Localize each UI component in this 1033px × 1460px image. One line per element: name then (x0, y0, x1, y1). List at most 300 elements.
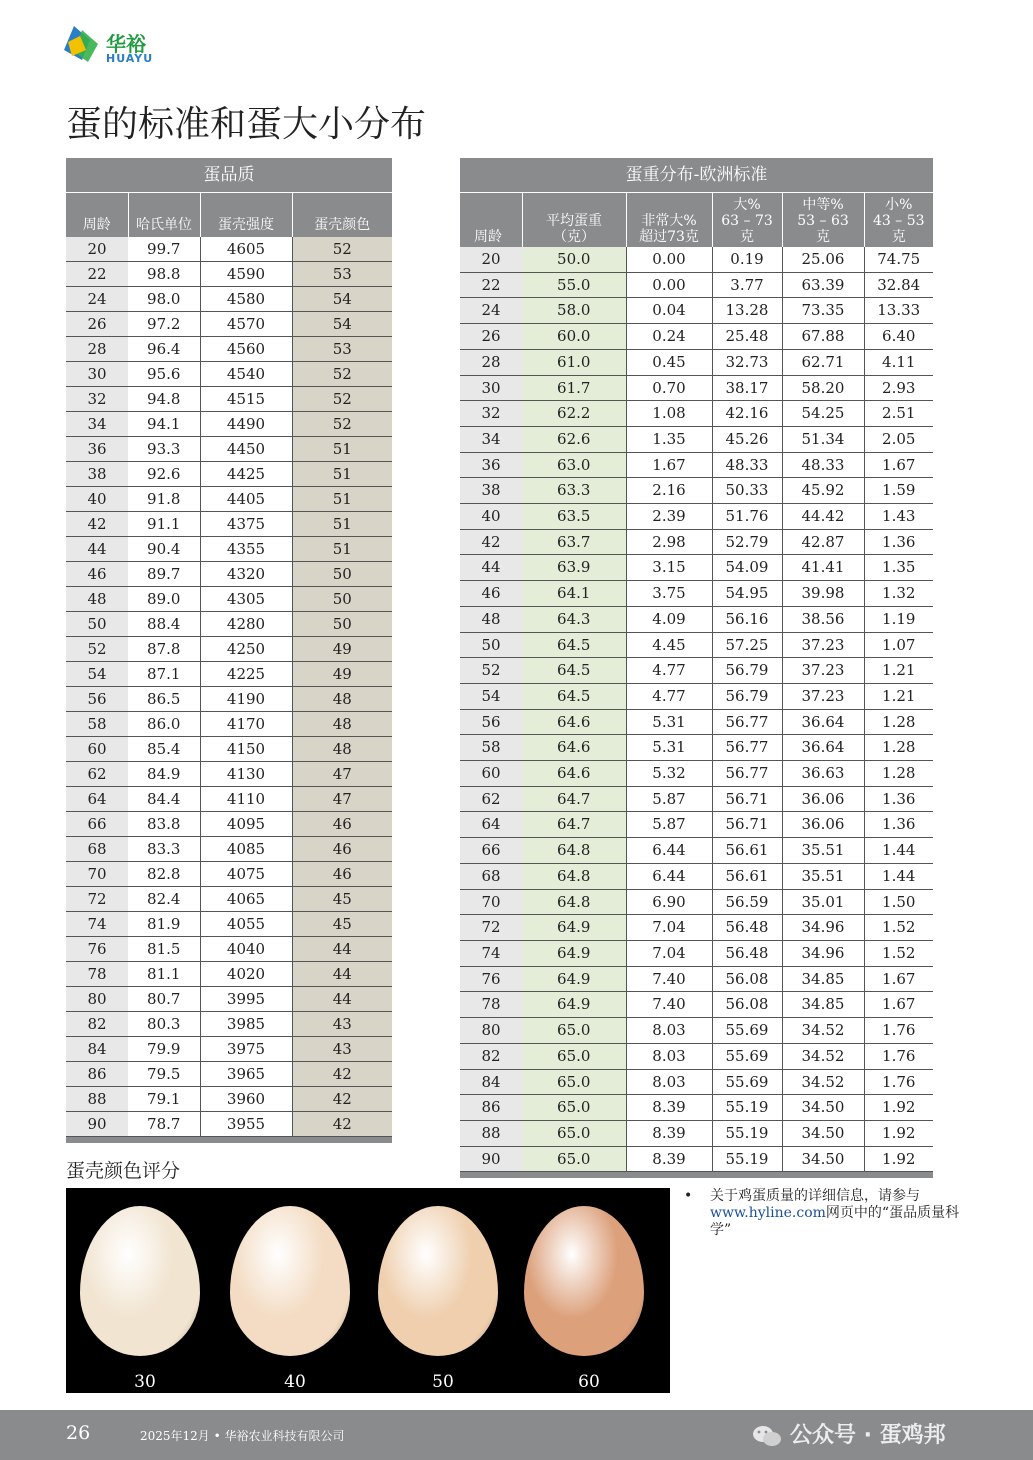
table-cell: 34.52 (782, 1069, 864, 1095)
table-row (66, 437, 392, 462)
table-cell: 56.48 (712, 915, 782, 941)
table-cell: 63.5 (522, 504, 626, 530)
table-cell: 32.73 (712, 349, 782, 375)
table-cell: 1.67 (864, 452, 933, 478)
table-row (66, 387, 392, 412)
table-cell: 65.0 (522, 1146, 626, 1172)
table-row (66, 962, 392, 987)
table-cell: 37.23 (782, 683, 864, 709)
table-cell: 4065 (200, 887, 292, 912)
brand-name-cn: 华裕 (106, 32, 146, 56)
table-cell: 2.98 (626, 529, 712, 555)
table-row (460, 504, 933, 530)
table-cell: 5.31 (626, 735, 712, 761)
table-cell: 86 (460, 1095, 522, 1121)
table-cell: 1.21 (864, 683, 933, 709)
table-row (460, 863, 933, 889)
table-cell: 4.11 (864, 349, 933, 375)
table-cell: 3965 (200, 1062, 292, 1087)
table-cell: 44.42 (782, 504, 864, 530)
table-cell: 1.50 (864, 889, 933, 915)
table-cell: 3995 (200, 987, 292, 1012)
table-cell: 61.7 (522, 375, 626, 401)
table-cell: 64.9 (522, 915, 626, 941)
table-cell: 6.44 (626, 863, 712, 889)
table-row (460, 298, 933, 324)
egg-quality-header-3: 蛋壳颜色 (292, 193, 392, 238)
table-cell: 1.92 (864, 1095, 933, 1121)
table-cell: 93.3 (128, 437, 200, 462)
table-cell: 55.69 (712, 1043, 782, 1069)
table-cell: 36.64 (782, 709, 864, 735)
table-cell: 4570 (200, 312, 292, 337)
table-cell: 30 (460, 375, 522, 401)
shell-color-title: 蛋壳颜色评分 (66, 1160, 181, 1182)
table-row (460, 658, 933, 684)
table-cell: 74.75 (864, 247, 933, 272)
table-row (460, 709, 933, 735)
table-cell: 4375 (200, 512, 292, 537)
table-row (66, 287, 392, 312)
table-cell: 88.4 (128, 612, 200, 637)
table-cell: 47 (292, 762, 392, 787)
table-row (66, 837, 392, 862)
table-cell: 1.08 (626, 401, 712, 427)
table-cell: 91.1 (128, 512, 200, 537)
table-cell: 56.77 (712, 735, 782, 761)
table-row (460, 606, 933, 632)
table-cell: 79.9 (128, 1037, 200, 1062)
table-row (66, 712, 392, 737)
table-cell: 78 (460, 992, 522, 1018)
egg-quality-group-header: 蛋品质 (66, 158, 392, 193)
egg-weight-group-header: 蛋重分布-欧洲标准 (460, 158, 933, 193)
table-cell: 48 (460, 606, 522, 632)
table-cell: 86.5 (128, 687, 200, 712)
table-cell: 47 (292, 787, 392, 812)
table-cell: 0.00 (626, 247, 712, 272)
table-row (460, 426, 933, 452)
table-cell: 62.6 (522, 426, 626, 452)
table-cell: 4085 (200, 837, 292, 862)
table-cell: 52 (292, 387, 392, 412)
egg-label-3: 60 (578, 1372, 600, 1392)
table-cell: 1.35 (626, 426, 712, 452)
table-cell: 7.40 (626, 966, 712, 992)
table-cell: 50 (292, 562, 392, 587)
table-cell: 64 (66, 787, 128, 812)
table-row (460, 478, 933, 504)
table-cell: 90 (460, 1146, 522, 1172)
table-cell: 81.9 (128, 912, 200, 937)
table-cell: 87.1 (128, 662, 200, 687)
table-cell: 57.25 (712, 632, 782, 658)
table-cell: 87.8 (128, 637, 200, 662)
table-cell: 28 (460, 349, 522, 375)
table-cell: 85.4 (128, 737, 200, 762)
table-cell: 68 (460, 863, 522, 889)
table-cell: 86.0 (128, 712, 200, 737)
table-cell: 84 (460, 1069, 522, 1095)
egg-label-0: 30 (134, 1372, 156, 1392)
table-cell: 4150 (200, 737, 292, 762)
table-row (66, 362, 392, 387)
table-cell: 1.52 (864, 915, 933, 941)
table-cell: 92.6 (128, 462, 200, 487)
table-cell: 26 (460, 324, 522, 350)
table-cell: 25.48 (712, 324, 782, 350)
table-row (460, 375, 933, 401)
egg-2 (378, 1206, 498, 1356)
table-cell: 34 (66, 412, 128, 437)
table-cell: 63.9 (522, 555, 626, 581)
table-cell: 40 (66, 487, 128, 512)
table-row (460, 761, 933, 787)
table-cell: 89.7 (128, 562, 200, 587)
table-cell: 53 (292, 337, 392, 362)
table-cell: 51.76 (712, 504, 782, 530)
table-cell: 70 (66, 862, 128, 887)
table-cell: 20 (66, 237, 128, 262)
table-row (66, 762, 392, 787)
table-cell: 4.77 (626, 683, 712, 709)
table-cell: 4320 (200, 562, 292, 587)
table-cell: 36 (460, 452, 522, 478)
table-row (460, 555, 933, 581)
table-cell: 67.88 (782, 324, 864, 350)
table-cell: 48.33 (712, 452, 782, 478)
table-cell: 5.87 (626, 786, 712, 812)
table-cell: 0.04 (626, 298, 712, 324)
table-cell: 90.4 (128, 537, 200, 562)
table-row (66, 312, 392, 337)
table-cell: 76 (460, 966, 522, 992)
table-cell: 0.19 (712, 247, 782, 272)
note-suffix: 网页中的“蛋品质量科学” (710, 1205, 960, 1238)
table-cell: 1.52 (864, 940, 933, 966)
table-cell: 56 (66, 687, 128, 712)
table-cell: 56 (460, 709, 522, 735)
table-row (66, 862, 392, 887)
table-cell: 65.0 (522, 1120, 626, 1146)
egg-weight-table (460, 158, 933, 1178)
table-cell: 52 (66, 637, 128, 662)
table-cell: 4580 (200, 287, 292, 312)
table-cell: 35.01 (782, 889, 864, 915)
table-cell: 6.40 (864, 324, 933, 350)
table-cell: 66 (66, 812, 128, 837)
table-row (66, 487, 392, 512)
table-cell: 46 (292, 837, 392, 862)
table-cell: 35.51 (782, 838, 864, 864)
table-cell: 4.45 (626, 632, 712, 658)
table-cell: 45 (292, 887, 392, 912)
table-row (66, 687, 392, 712)
table-cell: 2.16 (626, 478, 712, 504)
table-cell: 4355 (200, 537, 292, 562)
table-cell: 4055 (200, 912, 292, 937)
table-cell: 64.7 (522, 812, 626, 838)
table-cell: 0.70 (626, 375, 712, 401)
table-cell: 89.0 (128, 587, 200, 612)
table-cell: 8.39 (626, 1095, 712, 1121)
table-cell: 88 (460, 1120, 522, 1146)
table-row (460, 915, 933, 941)
table-cell: 51 (292, 462, 392, 487)
table-cell: 51 (292, 437, 392, 462)
table-cell: 4540 (200, 362, 292, 387)
table-row (460, 324, 933, 350)
table-cell: 5.31 (626, 709, 712, 735)
table-cell: 30 (66, 362, 128, 387)
table-cell: 38.17 (712, 375, 782, 401)
table-cell: 52.79 (712, 529, 782, 555)
table-cell: 54.09 (712, 555, 782, 581)
table-cell: 40 (460, 504, 522, 530)
table-cell: 65.0 (522, 1043, 626, 1069)
table-cell: 56.61 (712, 863, 782, 889)
note-bullet: • (684, 1188, 693, 1204)
table-cell: 64.8 (522, 863, 626, 889)
table-cell: 64.5 (522, 683, 626, 709)
table-cell: 56.59 (712, 889, 782, 915)
note-prefix: 关于鸡蛋质量的详细信息，请参与 (710, 1188, 920, 1204)
table-cell: 64.8 (522, 838, 626, 864)
table-cell: 56.79 (712, 658, 782, 684)
table-cell: 44 (292, 937, 392, 962)
table-cell: 42 (460, 529, 522, 555)
table-cell: 1.67 (626, 452, 712, 478)
table-cell: 45.26 (712, 426, 782, 452)
table-row (460, 581, 933, 607)
table-cell: 4040 (200, 937, 292, 962)
table-cell: 2.93 (864, 375, 933, 401)
table-cell: 55.19 (712, 1146, 782, 1172)
egg-label-1: 40 (284, 1372, 306, 1392)
table-cell: 50 (292, 612, 392, 637)
table-row (460, 247, 933, 272)
table-cell: 39.98 (782, 581, 864, 607)
table-cell: 83.3 (128, 837, 200, 862)
table-cell: 34 (460, 426, 522, 452)
table-cell: 3985 (200, 1012, 292, 1037)
table-cell: 34.85 (782, 966, 864, 992)
egg-quality-header-0: 周龄 (66, 193, 128, 238)
page-title: 蛋的标准和蛋大小分布 (66, 104, 427, 145)
table-cell: 1.28 (864, 709, 933, 735)
table-cell: 62.2 (522, 401, 626, 427)
egg-quality-table (66, 158, 392, 1143)
table-cell: 1.67 (864, 992, 933, 1018)
table-cell: 2.05 (864, 426, 933, 452)
table-cell: 4095 (200, 812, 292, 837)
table-cell: 64 (460, 812, 522, 838)
table-row (460, 401, 933, 427)
table-cell: 7.40 (626, 992, 712, 1018)
table-cell: 86 (66, 1062, 128, 1087)
table-row (460, 735, 933, 761)
table-cell: 72 (66, 887, 128, 912)
egg-quality-header-1: 哈氏单位 (128, 193, 200, 238)
table-cell: 24 (460, 298, 522, 324)
table-row (460, 966, 933, 992)
table-cell: 4425 (200, 462, 292, 487)
table-cell: 82.8 (128, 862, 200, 887)
note (684, 1188, 974, 1239)
table-cell: 62.71 (782, 349, 864, 375)
table-cell: 76 (66, 937, 128, 962)
table-cell: 80 (66, 987, 128, 1012)
table-cell: 1.76 (864, 1018, 933, 1044)
table-cell: 51 (292, 512, 392, 537)
table-cell: 80 (460, 1018, 522, 1044)
table-cell: 1.21 (864, 658, 933, 684)
table-cell: 4170 (200, 712, 292, 737)
table-cell: 68 (66, 837, 128, 862)
table-cell: 1.28 (864, 735, 933, 761)
table-cell: 42 (292, 1112, 392, 1137)
table-cell: 44 (292, 962, 392, 987)
egg-quality-header-2: 蛋壳强度 (200, 193, 292, 238)
table-cell: 64.6 (522, 709, 626, 735)
table-cell: 41.41 (782, 555, 864, 581)
table-cell: 63.3 (522, 478, 626, 504)
table-row (66, 462, 392, 487)
table-cell: 1.92 (864, 1120, 933, 1146)
table-cell: 78 (66, 962, 128, 987)
table-row (460, 452, 933, 478)
table-cell: 52 (460, 658, 522, 684)
table-cell: 51 (292, 487, 392, 512)
table-cell: 82 (460, 1043, 522, 1069)
table-cell: 38 (460, 478, 522, 504)
table-row (460, 940, 933, 966)
table-row (66, 812, 392, 837)
hyline-link[interactable]: www.hyline.com (710, 1205, 826, 1221)
table-cell: 56.77 (712, 761, 782, 787)
table-row (66, 612, 392, 637)
table-cell: 50 (292, 587, 392, 612)
table-cell: 36 (66, 437, 128, 462)
table-cell: 42 (66, 512, 128, 537)
table-cell: 51.34 (782, 426, 864, 452)
table-cell: 1.76 (864, 1069, 933, 1095)
table-cell: 64.5 (522, 658, 626, 684)
table-cell: 4280 (200, 612, 292, 637)
table-cell: 44 (66, 537, 128, 562)
table-cell: 1.44 (864, 838, 933, 864)
table-cell: 8.03 (626, 1043, 712, 1069)
table-cell: 64.9 (522, 940, 626, 966)
egg-weight-header-1: 平均蛋重 （克） (522, 193, 626, 248)
table-cell: 58.20 (782, 375, 864, 401)
table-cell: 1.07 (864, 632, 933, 658)
table-row (66, 737, 392, 762)
table-cell: 62 (66, 762, 128, 787)
table-cell: 36.06 (782, 812, 864, 838)
table-cell: 5.87 (626, 812, 712, 838)
table-cell: 13.28 (712, 298, 782, 324)
table-cell: 79.1 (128, 1087, 200, 1112)
table-row (460, 1120, 933, 1146)
table-cell: 46 (460, 581, 522, 607)
table-row (460, 1095, 933, 1121)
table-row (460, 1146, 933, 1172)
table-cell: 64.1 (522, 581, 626, 607)
table-cell: 3955 (200, 1112, 292, 1137)
table-cell: 1.92 (864, 1146, 933, 1172)
table-cell: 55.19 (712, 1095, 782, 1121)
table-row (460, 1018, 933, 1044)
table-cell: 72 (460, 915, 522, 941)
table-cell: 3975 (200, 1037, 292, 1062)
table-cell: 4560 (200, 337, 292, 362)
table-row (66, 262, 392, 287)
table-row (66, 237, 392, 262)
table-cell: 32 (66, 387, 128, 412)
table-cell: 80.3 (128, 1012, 200, 1037)
table-cell: 34.96 (782, 915, 864, 941)
table-cell: 1.32 (864, 581, 933, 607)
table-cell: 35.51 (782, 863, 864, 889)
table-cell: 4.09 (626, 606, 712, 632)
table-cell: 82 (66, 1012, 128, 1037)
table-cell: 1.59 (864, 478, 933, 504)
table-cell: 63.39 (782, 272, 864, 298)
table-row (66, 662, 392, 687)
table-cell: 48 (66, 587, 128, 612)
table-cell: 32.84 (864, 272, 933, 298)
table-cell: 1.36 (864, 529, 933, 555)
table-cell: 37.23 (782, 658, 864, 684)
table-cell: 6.90 (626, 889, 712, 915)
table-cell: 8.03 (626, 1018, 712, 1044)
table-row (66, 1037, 392, 1062)
table-cell: 55.0 (522, 272, 626, 298)
table-row (66, 512, 392, 537)
table-cell: 64.9 (522, 966, 626, 992)
table-cell: 44 (460, 555, 522, 581)
table-cell: 50.33 (712, 478, 782, 504)
table-cell: 90 (66, 1112, 128, 1137)
table-row (66, 412, 392, 437)
table-row (460, 1043, 933, 1069)
table-cell: 4190 (200, 687, 292, 712)
table-cell: 56.79 (712, 683, 782, 709)
table-cell: 64.5 (522, 632, 626, 658)
table-cell: 64.9 (522, 992, 626, 1018)
table-cell: 6.44 (626, 838, 712, 864)
table-cell: 70 (460, 889, 522, 915)
table-row (66, 787, 392, 812)
table-row (460, 349, 933, 375)
table-cell: 74 (66, 912, 128, 937)
table-cell: 4.77 (626, 658, 712, 684)
table-row (66, 987, 392, 1012)
table-cell: 56.16 (712, 606, 782, 632)
page-number: 26 (66, 1422, 91, 1444)
egg-weight-header-0: 周龄 (460, 193, 522, 248)
watermark (752, 1418, 946, 1449)
table-cell: 3.15 (626, 555, 712, 581)
table-row (460, 272, 933, 298)
table-cell: 94.8 (128, 387, 200, 412)
table-cell: 42.87 (782, 529, 864, 555)
table-cell: 38 (66, 462, 128, 487)
table-cell: 37.23 (782, 632, 864, 658)
table-cell: 51 (292, 537, 392, 562)
table-cell: 82.4 (128, 887, 200, 912)
